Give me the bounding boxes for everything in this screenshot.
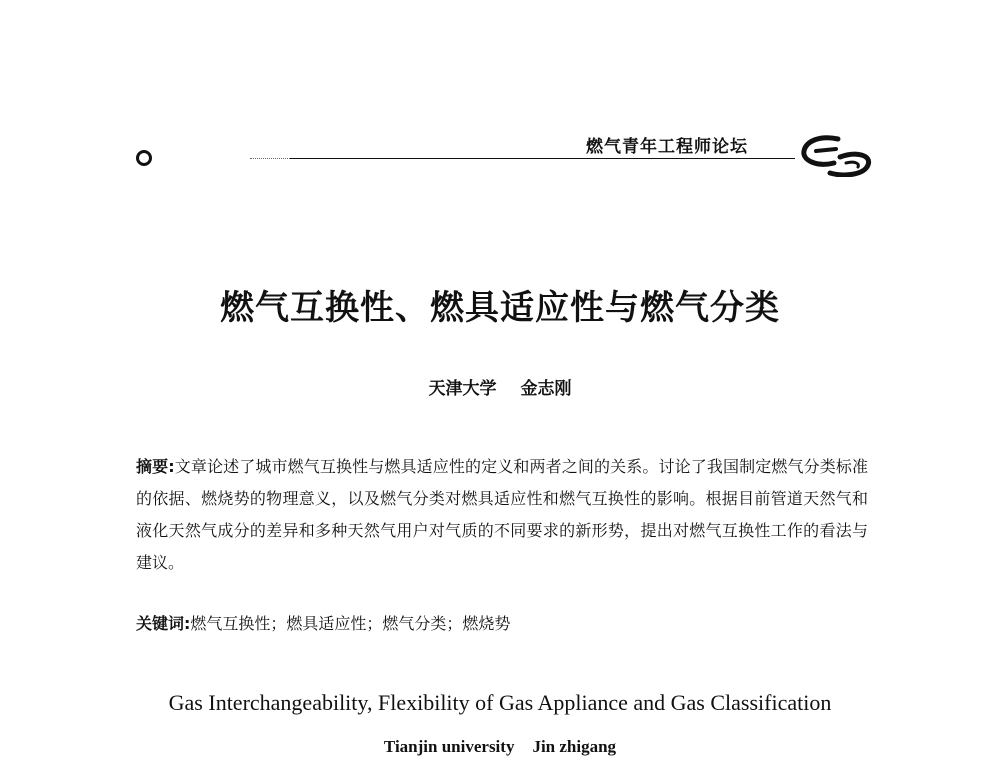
author-cn: 金志刚 — [520, 379, 572, 399]
abstract-label: 摘要 — [136, 457, 169, 476]
author-line-cn — [0, 374, 1000, 399]
author-en: Jin zhigang — [532, 737, 617, 756]
keywords-text: 燃气互换性；燃具适应性；燃气分类；燃烧势 — [190, 614, 511, 633]
header-rule — [290, 158, 795, 159]
bullet-circle-icon — [136, 150, 152, 166]
article-title-en: Gas Interchangeability, Flexibility of Gas Appliance and Gas Classification — [168, 690, 832, 715]
keywords-label: 关键词 — [136, 614, 185, 633]
column-logo-icon — [800, 133, 874, 177]
column-title: 燃气青年工程师论坛 — [586, 137, 748, 157]
affiliation-en: Tianjin university — [383, 737, 515, 756]
article-title-cn: 燃气互换性、燃具适应性与燃气分类 — [220, 288, 780, 328]
abstract-cn: 摘要:文章论述了城市燃气互换性与燃具适应性的定义和两者之间的关系。讨论了我国制定燃气分类标准的依据、燃烧势的物理意义，以及燃气分类对燃具适应性和燃气互换性的影响。根据目前管道天然气和液化天然气成分的差异和多种天然气用户对气质的不同要求的新形势，提出对燃气互换性工作的看法与建议。 — [136, 457, 868, 572]
affiliation-cn: 天津大学 — [428, 379, 497, 399]
header-rule-dotted — [250, 158, 290, 159]
abstract-text: 文章论述了城市燃气互换性与燃具适应性的定义和两者之间的关系。讨论了我国制定燃气分类标准的依据、燃烧势的物理意义，以及燃气分类对燃具适应性和燃气互换性的影响。根据目前管道天然气和液化天然气成分的差异和多种天然气用户对气质的不同要求的新形势，提出对燃气互换性工作的看法与建议。 — [136, 457, 868, 572]
keywords-cn: 关键词:燃气互换性；燃具适应性；燃气分类；燃烧势 — [136, 614, 511, 633]
author-line-en — [0, 737, 1000, 757]
